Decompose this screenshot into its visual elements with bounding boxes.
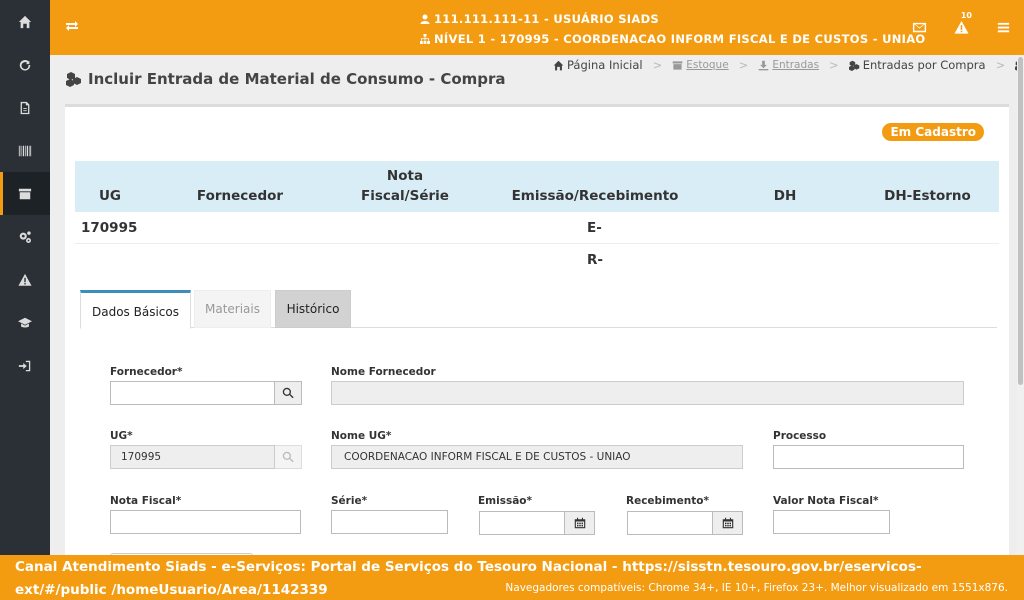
cell-recebimento: R- <box>587 252 603 268</box>
barcode-icon <box>18 144 32 158</box>
cogs-icon <box>18 230 32 244</box>
breadcrumb <box>553 58 1024 72</box>
sitemap-icon <box>420 30 430 40</box>
archive-icon <box>672 60 683 71</box>
top-bar <box>50 0 1024 55</box>
search-icon <box>282 451 294 463</box>
fornecedor-field[interactable] <box>110 381 275 405</box>
serie-field[interactable] <box>331 510 448 534</box>
processo-label: Processo <box>773 430 827 442</box>
breadcrumb-separator: > <box>738 58 749 72</box>
tab-materiais[interactable]: Materiais <box>194 290 271 328</box>
sidebar-item-estoque[interactable] <box>0 172 50 215</box>
browser-compat-note: Navegadores compatíveis: Chrome 34+, IE 10+, Firefox 23+. Melhor visualizado em 1551x876. <box>505 582 1008 594</box>
sidebar <box>0 0 50 555</box>
emissao-date-field[interactable] <box>479 511 565 535</box>
archive-icon <box>18 187 32 201</box>
ug-search-button[interactable] <box>275 445 302 469</box>
emissao-label: Emissão* <box>478 495 533 507</box>
summary-header <box>75 161 999 212</box>
sidebar-item-config[interactable] <box>0 215 50 258</box>
download-icon <box>758 60 769 71</box>
ug-field[interactable] <box>110 445 275 469</box>
sidebar-toggle-button[interactable] <box>64 18 80 34</box>
table-row <box>75 212 999 244</box>
cubes-icon <box>849 60 860 71</box>
warning-icon <box>954 20 969 35</box>
nome-fornecedor-field[interactable] <box>331 381 964 405</box>
emissao-calendar-button[interactable] <box>565 511 595 535</box>
search-icon <box>282 387 294 399</box>
menu-button[interactable] <box>982 0 1024 55</box>
cell-emissao: E- <box>587 220 602 236</box>
processo-field[interactable] <box>773 445 964 469</box>
header-emissao: Emissão/Recebimento <box>511 188 679 204</box>
sidebar-item-document[interactable] <box>0 86 50 129</box>
header-nota: Nota Fiscal/Série <box>361 168 449 204</box>
tab-historico[interactable]: Histórico <box>275 290 351 328</box>
fornecedor-search-button[interactable] <box>275 381 302 405</box>
sidebar-item-alerts[interactable] <box>0 258 50 301</box>
user-level: NÍVEL 1 - 170995 - COORDENACAO INFORM FISCAL E DE CUSTOS - UNIAO <box>434 32 926 46</box>
header-dh-estorno: DH-Estorno <box>884 188 971 204</box>
tab-dados-basicos[interactable]: Dados Básicos <box>80 290 191 329</box>
ug-label: UG* <box>110 430 133 442</box>
breadcrumb-entradas-compra[interactable]: Entradas por Compra <box>849 58 986 72</box>
messages-button[interactable] <box>898 0 940 55</box>
fornecedor-label: Fornecedor* <box>110 366 183 378</box>
header-ug: UG <box>98 188 122 204</box>
table-row <box>75 244 999 276</box>
exchange-icon <box>64 18 80 34</box>
sidebar-item-logout[interactable] <box>0 344 50 387</box>
breadcrumb-home[interactable]: Página Inicial <box>553 58 643 72</box>
sign-in-icon <box>18 359 32 373</box>
breadcrumb-separator: > <box>829 58 839 72</box>
hamburger-icon <box>996 20 1011 35</box>
page-title <box>66 70 506 88</box>
file-icon <box>18 101 32 115</box>
home-icon <box>18 15 32 29</box>
serie-label: Série* <box>331 495 368 507</box>
sidebar-item-training[interactable] <box>0 301 50 344</box>
status-badge: Em Cadastro <box>882 123 984 141</box>
breadcrumb-estoque[interactable]: Estoque <box>672 59 728 71</box>
page-scrollbar[interactable] <box>1017 55 1024 555</box>
nome-ug-label: Nome UG* <box>331 430 392 442</box>
calendar-icon <box>722 517 734 529</box>
nome-ug-field[interactable] <box>331 445 743 469</box>
recebimento-date-field[interactable] <box>627 511 713 535</box>
header-actions <box>898 0 1024 55</box>
user-icon <box>420 10 430 20</box>
graduation-cap-icon <box>18 316 32 330</box>
user-info <box>420 9 926 49</box>
refresh-icon <box>18 58 32 72</box>
breadcrumb-separator: > <box>995 58 1006 72</box>
recebimento-calendar-button[interactable] <box>713 511 743 535</box>
calendar-icon <box>574 517 586 529</box>
header-fornecedor: Fornecedor <box>196 188 284 204</box>
nota-fiscal-label: Nota Fiscal* <box>110 495 182 507</box>
form-tabs <box>80 290 997 328</box>
sidebar-item-barcode[interactable] <box>0 129 50 172</box>
scrollbar-thumb[interactable] <box>1018 57 1023 385</box>
sidebar-item-refresh[interactable] <box>0 43 50 86</box>
summary-table <box>75 161 999 276</box>
cell-ug: 170995 <box>81 220 138 236</box>
header-dh: DH <box>773 188 797 204</box>
breadcrumb-separator: > <box>652 58 663 72</box>
home-icon <box>553 60 564 71</box>
recebimento-label: Recebimento* <box>626 495 709 507</box>
warning-icon <box>18 273 32 287</box>
breadcrumb-entradas[interactable]: Entradas <box>758 59 819 71</box>
page-title-text: Incluir Entrada de Material de Consumo - Compra <box>88 70 506 88</box>
footer <box>0 555 1024 600</box>
envelope-icon <box>912 20 927 35</box>
nome-fornecedor-label: Nome Fornecedor <box>331 366 436 378</box>
user-name: 111.111.111-11 - USUÁRIO SIADS <box>434 12 660 26</box>
support-channel-link[interactable]: Canal Atendimento Siads - e-Serviços: Portal de Serviços do Tesouro Nacional - https://sisstn.tesouro.gov.br/eservicos-ext/#/public /homeUsuario/Area/1142339 <box>15 559 922 598</box>
alerts-count-badge: 10 <box>960 11 972 20</box>
valor-nota-label: Valor Nota Fiscal* <box>773 495 879 507</box>
valor-nota-field[interactable] <box>773 510 890 534</box>
cubes-icon <box>66 71 82 87</box>
alerts-button[interactable] <box>940 0 982 55</box>
sidebar-item-home[interactable] <box>0 0 50 43</box>
nota-fiscal-field[interactable] <box>110 510 301 534</box>
main-panel <box>65 104 1009 564</box>
